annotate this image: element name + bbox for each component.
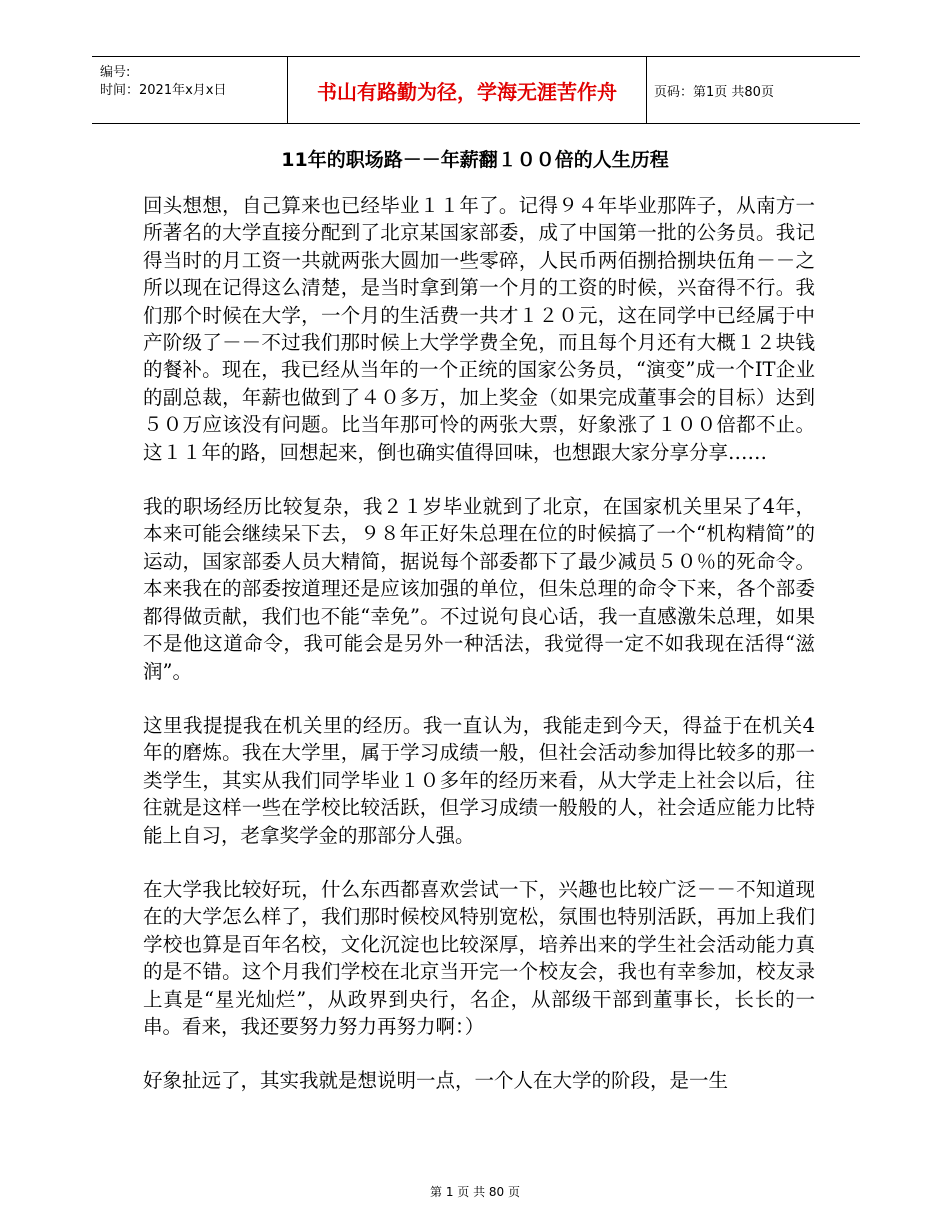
- page-footer: 第 1 页 共 80 页: [430, 1185, 520, 1199]
- paragraph: 好象扯远了，其实我就是想说明一点，一个人在大学的阶段，是一生: [143, 1069, 729, 1093]
- paragraph: 这里我提提我在机关里的经历。我一直认为，我能走到今天，得益于在机关4年的磨炼。我在大学里，属于学习成绩一般，但社会活动参加得比较多的那一类学生，其实从我们同学毕业１０多年的经历来看，从大学走上社会以后，往往就是这样一些在学校比较活跃，但学习成绩一般般的人，社会适应能力比特能上自习，老拿奖学金的那部分人强。: [143, 713, 815, 847]
- paragraph: 在大学我比较好玩，什么东西都喜欢尝试一下，兴趣也比较广泛－－不知道现在的大学怎么样了，我们那时候校风特别宽松，氛围也特别活跃，再加上我们学校也算是百年名校，文化沉淀也比较深厚，培养出来的学生社会活动能力真的是不错。这个月我们学校在北京当开完一个校友会，我也有幸参加，校友录上真是“星光灿烂”，从政界到央行，名企，从部级干部到董事长，长长的一串。看来，我还要努力努力再努力啊：）: [143, 877, 815, 1038]
- paragraph: 我的职场经历比较复杂，我２１岁毕业就到了北京，在国家机关里呆了4年，本来可能会继续呆下去，９８年正好朱总理在位的时候搞了一个“机构精简”的运动，国家部委人员大精简，据说每个部委都下了最少减员５０％的死命令。本来我在的部委按道理还是应该加强的单位，但朱总理的命令下来，各个部委都得做贡献，我们也不能“幸免”。不过说句良心话，我一直感激朱总理，如果不是他这道命令，我可能会是另外一种活法，我觉得一定不如我现在活得“滋润”。: [143, 495, 815, 683]
- document-body: [143, 192, 815, 1122]
- time-label: 时间：2021年x月x日: [100, 83, 227, 98]
- number-label: 编号:: [100, 65, 131, 80]
- page-info-text: 页码：第1页 共80页: [654, 84, 774, 100]
- header-meta: [92, 57, 287, 123]
- header-motto: [287, 57, 647, 123]
- document-title: 11年的职场路－－年薪翻１００倍的人生历程: [281, 149, 669, 171]
- motto-text: 书山有路勤为径，学海无涯苦作舟: [317, 79, 617, 104]
- paragraph: 回头想想，自己算来也已经毕业１１年了。记得９４年毕业那阵子，从南方一所著名的大学直接分配到了北京某国家部委，成了中国第一批的公务员。我记得当时的月工资一共就两张大圆加一些零碎，人民币两佰捌拾捌块伍角－－之所以现在记得这么清楚，是当时拿到第一个月的工资的时候，兴奋得不行。我们那个时候在大学，一个月的生活费一共才１２０元，这在同学中已经属于中产阶级了－－不过我们那时候上大学学费全免，而且每个月还有大概１２块钱的餐补。现在，我已经从当年的一个正统的国家公务员，“演变”成一个IT企业的副总裁，年薪也做到了４０多万，加上奖金（如果完成董事会的目标）达到５０万应该没有问题。比当年那可怜的两张大票，好象涨了１００倍都不止。这１１年的路，回想起来，倒也确实值得回味，也想跟大家分享分享……: [143, 194, 815, 464]
- header-page-info: [646, 57, 860, 123]
- page-header: [92, 56, 860, 124]
